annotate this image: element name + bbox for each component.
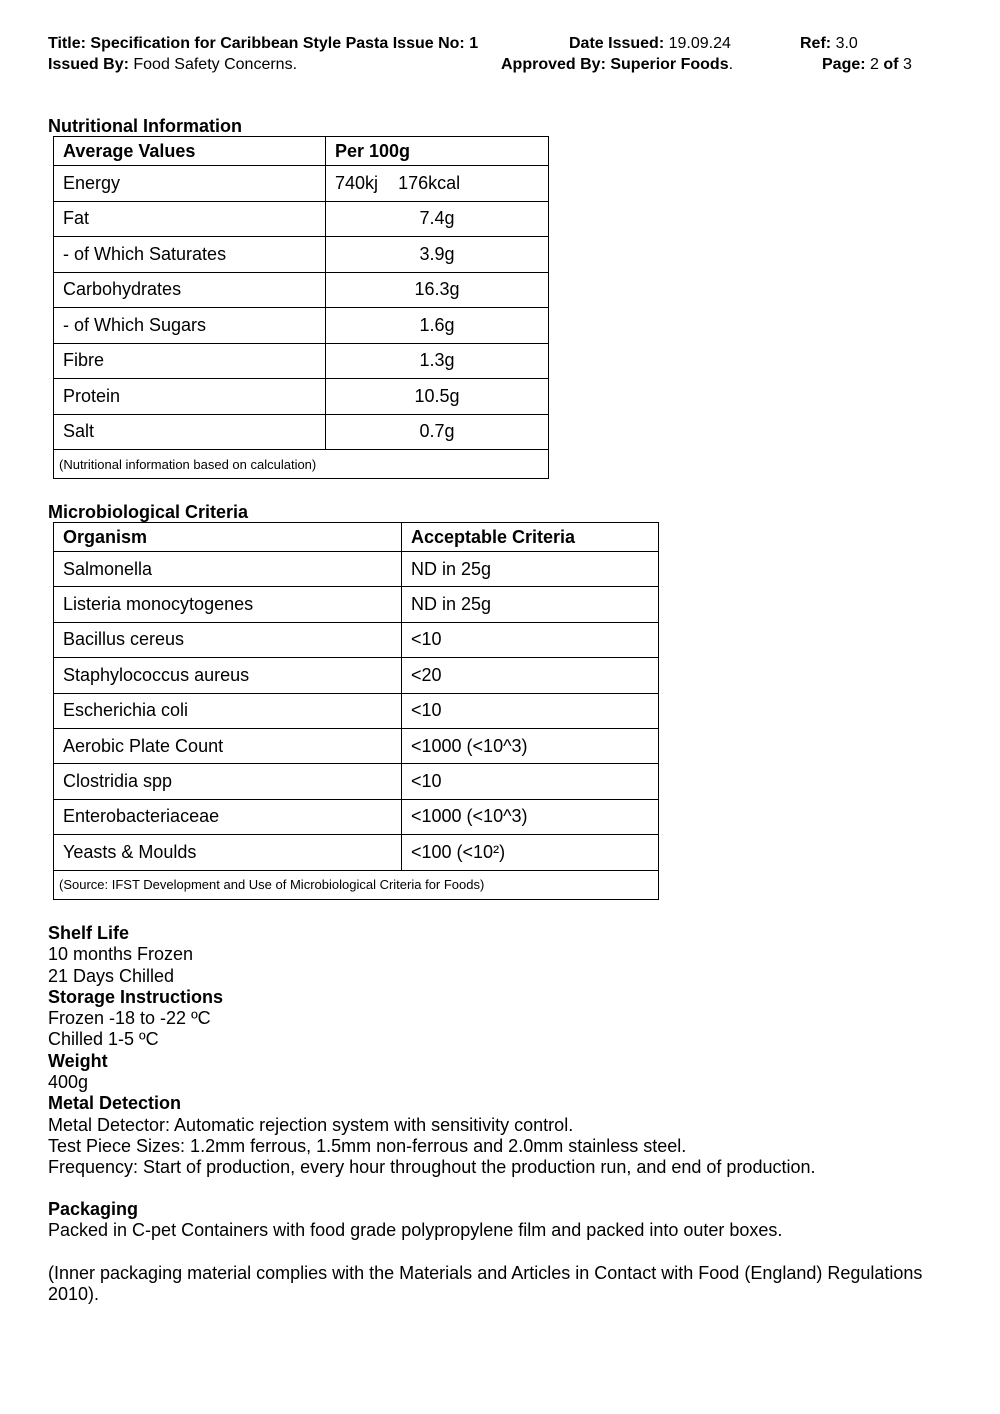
ref-label: Ref:	[800, 35, 832, 52]
table-row	[54, 343, 549, 379]
table-row	[54, 379, 549, 415]
nutrient-label: Salt	[54, 414, 326, 450]
table-row	[54, 552, 659, 587]
shelf-life-line: 21 Days Chilled	[48, 965, 175, 986]
nutrition-col-average: Average Values	[54, 137, 326, 166]
nutrition-energy-label: Energy	[54, 166, 326, 202]
table-row	[54, 728, 659, 763]
nutrient-label: Fat	[54, 201, 326, 237]
header-page	[822, 55, 912, 74]
table-row	[54, 237, 549, 273]
energy-kj: 740kj	[335, 172, 379, 193]
table-row	[54, 693, 659, 728]
nutrition-note-row	[54, 450, 549, 479]
nutrient-label: - of Which Sugars	[54, 308, 326, 344]
weight-line: 400g	[48, 1072, 89, 1093]
approved-by-value: Superior Foods	[610, 56, 729, 73]
ref-value: 3.0	[835, 35, 858, 52]
weight-title: Weight	[48, 1050, 108, 1071]
page-current: 2	[870, 56, 879, 73]
organism-criteria: <100 (<10²)	[402, 835, 659, 870]
page-of: of	[883, 56, 899, 73]
organism-criteria: <20	[402, 658, 659, 693]
storage-line: Chilled 1-5 ºC	[48, 1029, 159, 1050]
nutrient-value: 3.9g	[326, 237, 549, 273]
micro-header-row	[54, 523, 659, 552]
nutrient-value: 1.3g	[326, 343, 549, 379]
nutrition-note: (Nutritional information based on calculation)	[54, 450, 549, 479]
title-value: Specification for Caribbean Style Pasta	[90, 35, 389, 52]
nutrition-title: Nutritional Information	[48, 116, 242, 136]
organism-criteria: <10	[402, 622, 659, 657]
title-label: Title:	[48, 35, 86, 52]
issued-by-value: Food Safety Concerns.	[133, 56, 298, 73]
nutrient-value: 7.4g	[326, 201, 549, 237]
header-approved-by	[501, 55, 733, 74]
nutrient-label: - of Which Saturates	[54, 237, 326, 273]
page-total: 3	[902, 56, 912, 73]
organism-name: Aerobic Plate Count	[54, 728, 402, 763]
metal-detection-line: Frequency: Start of production, every hour throughout the production run, and end of production.	[48, 1157, 816, 1178]
nutrition-row-energy	[54, 166, 549, 202]
nutrition-table	[53, 136, 549, 479]
organism-name: Bacillus cereus	[54, 622, 402, 657]
micro-note: (Source: IFST Development and Use of Microbiological Criteria for Foods)	[54, 870, 659, 899]
nutrient-label: Fibre	[54, 343, 326, 379]
metal-detection-line: Metal Detector: Automatic rejection system with sensitivity control.	[48, 1114, 574, 1135]
organism-name: Salmonella	[54, 552, 402, 587]
nutrient-label: Carbohydrates	[54, 272, 326, 308]
issued-by-label: Issued By:	[48, 56, 129, 73]
header-date	[569, 34, 731, 53]
date-label: Date Issued:	[569, 35, 665, 52]
organism-criteria: <10	[402, 693, 659, 728]
organism-criteria: <10	[402, 764, 659, 799]
shelf-life-title: Shelf Life	[48, 923, 130, 943]
shelf-life-line: 10 months Frozen	[48, 944, 194, 965]
organism-name: Yeasts & Moulds	[54, 835, 402, 870]
packaging-compliance: (Inner packaging material complies with the Materials and Articles in Contact with Food (England) Regulations 2010).	[48, 1262, 923, 1305]
table-row	[54, 622, 659, 657]
table-row	[54, 587, 659, 622]
nutrient-value: 10.5g	[326, 379, 549, 415]
micro-col-criteria: Acceptable Criteria	[402, 523, 659, 552]
packaging-block	[48, 1199, 958, 1305]
date-value: 19.09.24	[668, 35, 731, 52]
organism-name: Listeria monocytogenes	[54, 587, 402, 622]
nutrient-value: 0.7g	[326, 414, 549, 450]
organism-criteria: <1000 (<10^3)	[402, 728, 659, 763]
issue-value: 1	[469, 35, 479, 52]
storage-title: Storage Instructions	[48, 986, 224, 1007]
header-issued-by	[48, 55, 297, 74]
organism-name: Escherichia coli	[54, 693, 402, 728]
table-row	[54, 201, 549, 237]
nutrition-col-per100g: Per 100g	[326, 137, 549, 166]
table-row	[54, 658, 659, 693]
metal-detection-title: Metal Detection	[48, 1093, 182, 1114]
page-label: Page:	[822, 56, 866, 73]
header-title	[48, 34, 478, 53]
storage-line: Frozen -18 to -22 ºC	[48, 1008, 211, 1029]
table-row	[54, 835, 659, 870]
header-ref	[800, 34, 858, 53]
table-row	[54, 414, 549, 450]
organism-name: Enterobacteriaceae	[54, 799, 402, 834]
nutrition-header-row	[54, 137, 549, 166]
organism-criteria: ND in 25g	[402, 587, 659, 622]
nutrient-value: 16.3g	[326, 272, 549, 308]
micro-table	[53, 522, 659, 900]
packaging-title: Packaging	[48, 1199, 139, 1219]
table-row	[54, 799, 659, 834]
packaging-line: Packed in C-pet Containers with food grade polypropylene film and packed into outer boxes.	[48, 1220, 783, 1241]
organism-name: Staphylococcus aureus	[54, 658, 402, 693]
energy-kcal: 176kcal	[398, 172, 461, 193]
issue-label: Issue No:	[392, 35, 465, 52]
nutrient-value: 1.6g	[326, 308, 549, 344]
table-row	[54, 272, 549, 308]
micro-note-row	[54, 870, 659, 899]
table-row	[54, 308, 549, 344]
metal-detection-line: Test Piece Sizes: 1.2mm ferrous, 1.5mm non-ferrous and 2.0mm stainless steel.	[48, 1135, 687, 1156]
table-row	[54, 764, 659, 799]
organism-criteria: ND in 25g	[402, 552, 659, 587]
organism-name: Clostridia spp	[54, 764, 402, 799]
details-block	[48, 923, 816, 1179]
nutrition-energy-value	[326, 166, 549, 202]
nutrient-label: Protein	[54, 379, 326, 415]
micro-title: Microbiological Criteria	[48, 502, 249, 522]
organism-criteria: <1000 (<10^3)	[402, 799, 659, 834]
approved-by-label: Approved By:	[501, 56, 606, 73]
micro-col-organism: Organism	[54, 523, 402, 552]
approved-by-dot: .	[728, 56, 734, 73]
